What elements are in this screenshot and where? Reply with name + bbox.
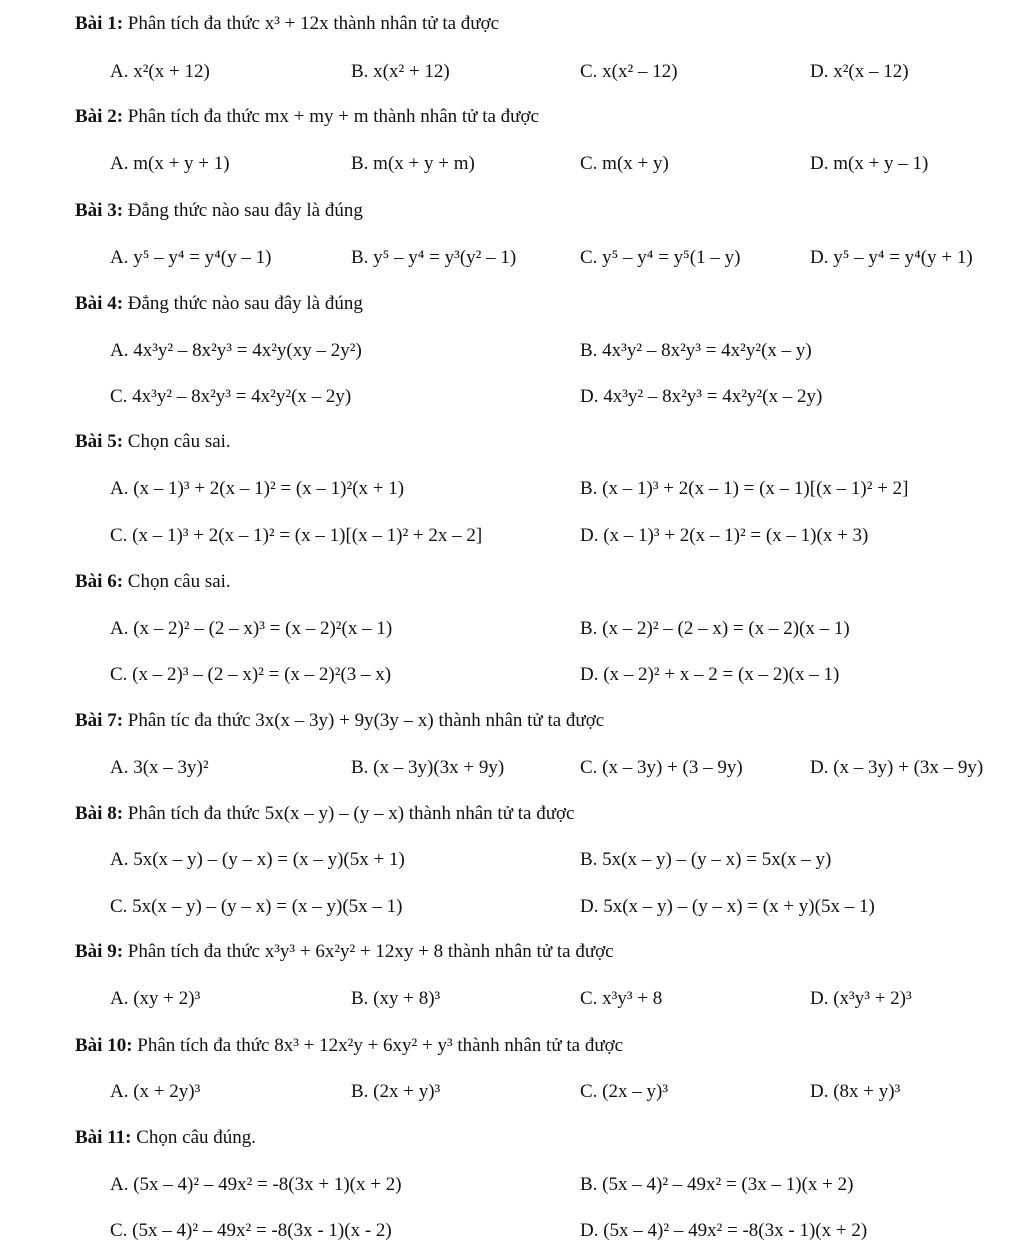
question-5-option-a: A. (x – 1)³ + 2(x – 1)² = (x – 1)²(x + 1)	[110, 478, 405, 499]
question-3-option-b: B. y⁵ – y⁴ = y³(y² – 1)	[351, 247, 517, 268]
question-1-title: Bài 1: Phân tích đa thức x³ + 12x thành nhân tử ta được	[75, 13, 500, 34]
question-10-title: Bài 10: Phân tích đa thức 8x³ + 12x²y + 6xy² + y³ thành nhân tử ta được	[75, 1035, 624, 1056]
question-4-option-c: C. 4x³y² – 8x²y³ = 4x²y²(x – 2y)	[110, 386, 352, 407]
question-8-option-d: D. 5x(x – y) – (y – x) = (x + y)(5x – 1)	[580, 896, 875, 917]
question-2-option-c: C. m(x + y)	[580, 153, 669, 174]
question-2-title: Bài 2: Phân tích đa thức mx + my + m thành nhân tử ta được	[75, 106, 539, 127]
question-5-title: Bài 5: Chọn câu sai.	[75, 431, 231, 452]
question-2-option-b: B. m(x + y + m)	[351, 153, 475, 174]
question-2-option-a: A. m(x + y + 1)	[110, 153, 230, 174]
question-9-option-b: B. (xy + 8)³	[351, 988, 441, 1009]
question-3-option-a: A. y⁵ – y⁴ = y⁴(y – 1)	[110, 247, 272, 268]
question-11-title: Bài 11: Chọn câu đúng.	[75, 1127, 257, 1148]
question-7-option-d: D. (x – 3y) + (3x – 9y)	[810, 757, 984, 778]
question-5-option-d: D. (x – 1)³ + 2(x – 1)² = (x – 1)(x + 3)	[580, 525, 869, 546]
question-11-option-c: C. (5x – 4)² – 49x² = -8(3x - 1)(x - 2)	[110, 1220, 392, 1241]
question-1-option-c: C. x(x² – 12)	[580, 61, 678, 82]
question-4-title: Bài 4: Đẳng thức nào sau đây là đúng	[75, 293, 363, 314]
question-7-option-b: B. (x – 3y)(3x + 9y)	[351, 757, 505, 778]
question-3-title: Bài 3: Đẳng thức nào sau đây là đúng	[75, 200, 363, 221]
question-6-option-b: B. (x – 2)² – (2 – x) = (x – 2)(x – 1)	[580, 618, 850, 639]
question-1-option-d: D. x²(x – 12)	[810, 61, 909, 82]
question-11-option-d: D. (5x – 4)² – 49x² = -8(3x - 1)(x + 2)	[580, 1220, 868, 1241]
question-10-option-b: B. (2x + y)³	[351, 1081, 441, 1102]
question-10-option-d: D. (8x + y)³	[810, 1081, 901, 1102]
question-11-option-b: B. (5x – 4)² – 49x² = (3x – 1)(x + 2)	[580, 1174, 854, 1195]
question-11-option-a: A. (5x – 4)² – 49x² = -8(3x + 1)(x + 2)	[110, 1174, 402, 1195]
question-9-option-c: C. x³y³ + 8	[580, 988, 663, 1009]
question-9-option-d: D. (x³y³ + 2)³	[810, 988, 912, 1009]
question-8-title: Bài 8: Phân tích đa thức 5x(x – y) – (y – x) thành nhân tử ta được	[75, 803, 575, 824]
question-5-option-b: B. (x – 1)³ + 2(x – 1) = (x – 1)[(x – 1)² + 2]	[580, 478, 909, 499]
question-8-option-c: C. 5x(x – y) – (y – x) = (x – y)(5x – 1)	[110, 896, 403, 917]
question-6-option-a: A. (x – 2)² – (2 – x)³ = (x – 2)²(x – 1)	[110, 618, 393, 639]
question-7-option-a: A. 3(x – 3y)²	[110, 757, 209, 778]
question-4-option-a: A. 4x³y² – 8x²y³ = 4x²y(xy – 2y²)	[110, 340, 362, 361]
question-1-option-b: B. x(x² + 12)	[351, 61, 450, 82]
question-6-option-c: C. (x – 2)³ – (2 – x)² = (x – 2)²(3 – x)	[110, 664, 392, 685]
question-9-title: Bài 9: Phân tích đa thức x³y³ + 6x²y² + 12xy + 8 thành nhân tử ta được	[75, 941, 614, 962]
question-8-option-a: A. 5x(x – y) – (y – x) = (x – y)(5x + 1)	[110, 849, 405, 870]
question-10-option-a: A. (x + 2y)³	[110, 1081, 201, 1102]
question-4-option-b: B. 4x³y² – 8x²y³ = 4x²y²(x – y)	[580, 340, 812, 361]
question-9-option-a: A. (xy + 2)³	[110, 988, 201, 1009]
question-7-title: Bài 7: Phân tíc đa thức 3x(x – 3y) + 9y(3y – x) thành nhân tử ta được	[75, 710, 605, 731]
question-3-option-c: C. y⁵ – y⁴ = y⁵(1 – y)	[580, 247, 741, 268]
question-4-option-d: D. 4x³y² – 8x²y³ = 4x²y²(x – 2y)	[580, 386, 823, 407]
question-2-option-d: D. m(x + y – 1)	[810, 153, 929, 174]
question-6-title: Bài 6: Chọn câu sai.	[75, 571, 231, 592]
question-3-option-d: D. y⁵ – y⁴ = y⁴(y + 1)	[810, 247, 973, 268]
question-8-option-b: B. 5x(x – y) – (y – x) = 5x(x – y)	[580, 849, 832, 870]
question-1-option-a: A. x²(x + 12)	[110, 61, 210, 82]
question-10-option-c: C. (2x – y)³	[580, 1081, 669, 1102]
question-6-option-d: D. (x – 2)² + x – 2 = (x – 2)(x – 1)	[580, 664, 840, 685]
question-5-option-c: C. (x – 1)³ + 2(x – 1)² = (x – 1)[(x – 1)² + 2x – 2]	[110, 525, 483, 546]
question-7-option-c: C. (x – 3y) + (3 – 9y)	[580, 757, 743, 778]
